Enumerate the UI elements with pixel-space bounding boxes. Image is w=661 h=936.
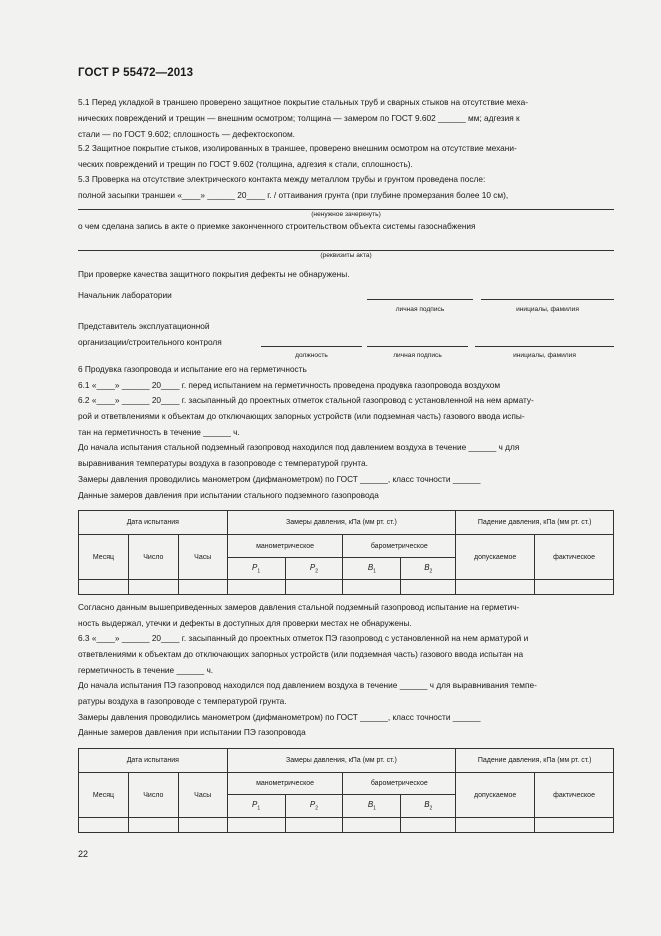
name-line <box>481 299 614 300</box>
table-row <box>79 580 614 595</box>
text-line: рой и ответвлениями к объектам до отключающих запорных устройств (или подземная часть) газового ввода испы- <box>78 411 525 421</box>
p2-header: $P_2$ <box>285 558 343 580</box>
name-line <box>475 346 614 347</box>
representative-label <box>78 318 222 350</box>
caption-strike: (ненужное зачеркнуть) <box>311 211 381 218</box>
post-line <box>261 346 362 347</box>
p1-header: $P_1$ <box>227 795 285 818</box>
caption-signature: личная подпись <box>395 306 445 313</box>
paragraph-6-2 <box>78 392 618 440</box>
actual-header: фактическое <box>535 773 614 818</box>
text-line: ответвлениями к объектам до отключающих запорных устройств (или подземная часть) газового ввода испытан на <box>78 649 524 659</box>
pe-table-title: Данные замеров давления при испытании ПЭ газопровода <box>78 727 306 737</box>
text-line: 5.1 Перед укладкой в траншею проверено защитное покрытие стальных труб и сварных стыков на отсутствие меха- <box>78 97 528 107</box>
pe-pre-text <box>78 677 618 709</box>
act-note: о чем сделана запись в акте о приемке законченного строительством объекта системы газоснабжения <box>78 221 476 231</box>
hours-header: Часы <box>178 773 227 818</box>
steel-pre-text <box>78 439 618 471</box>
p1-header: $P_1$ <box>227 558 285 580</box>
p2-header: $P_2$ <box>285 795 343 818</box>
text-line: выравнивания температуры воздуха в газопроводе с температурой грунта. <box>78 458 368 468</box>
lab-head-label: Начальник лаборатории <box>78 290 172 300</box>
drop-group-header: Падение давления, кПа (мм рт. ст.) <box>456 749 614 773</box>
text-line: 6.3 «____» ______ 20____ г. засыпанный до проектных отметок ПЭ газопровод с установленной на нем арматурой и <box>78 633 529 643</box>
document-header: ГОСТ Р 55472—2013 <box>78 67 194 79</box>
text-line: нических повреждений и трещин — внешним осмотром; толщина — замером по ГОСТ 9.602 ______ мм; адгезия к <box>78 113 520 123</box>
paragraph-6-1: 6.1 «____» ______ 20____ г. перед испытанием на герметичность проведена продувка газопровода воздухом <box>78 380 501 390</box>
fill-line <box>78 209 614 210</box>
section-6-heading: 6 Продувка газопровода и испытание его на герметичность <box>78 364 307 374</box>
barometric-header: барометрическое <box>343 773 456 795</box>
b1-header: $B_1$ <box>343 558 401 580</box>
paragraph-5-1 <box>78 94 618 142</box>
b1-header: $B_1$ <box>343 795 401 818</box>
text-line: ческих повреждений и трещин по ГОСТ 9.602 (толщина, адгезия к стали, сплошность). <box>78 159 413 169</box>
steel-table-title: Данные замеров давления при испытании стального подземного газопровода <box>78 490 379 500</box>
caption-name: инициалы, фамилия <box>513 352 576 359</box>
caption-post: должность <box>295 352 328 359</box>
caption-act: (реквизиты акта) <box>320 252 372 259</box>
signature-line <box>367 346 468 347</box>
text-line: полной засыпки траншеи «____» ______ 20____ г. / оттаивания грунта (при глубине промерзания более 10 см), <box>78 190 509 200</box>
pe-gauge-text: Замеры давления проводились манометром (дифманометром) по ГОСТ ______, класс точности ______ <box>78 712 481 722</box>
manometric-header: манометрическое <box>227 773 343 795</box>
barometric-header: барометрическое <box>343 535 456 558</box>
text-line: стали — по ГОСТ 9.602; сплошность — дефектоскопом. <box>78 129 295 139</box>
paragraph-6-3 <box>78 630 618 678</box>
text-line: Согласно данным вышеприведенных замеров давления стальной подземный газопровод испытание на герметич- <box>78 602 520 612</box>
date-group-header: Дата испытания <box>79 511 228 535</box>
month-header: Месяц <box>79 535 129 580</box>
text-line: 5.3 Проверка на отсутствие электрического контакта между металлом трубы и грунтом проведена после: <box>78 174 486 184</box>
pe-pressure-table <box>78 748 614 833</box>
text-line: ность выдержал, утечки и дефекты в доступных для проверки местах не обнаружены. <box>78 618 412 628</box>
steel-result-text <box>78 599 618 631</box>
no-defects-text: При проверке качества защитного покрытия дефекты не обнаружены. <box>78 269 350 279</box>
month-header: Месяц <box>79 773 129 818</box>
text-line: Представитель эксплуатационной <box>78 321 210 331</box>
b2-header: $B_2$ <box>401 558 456 580</box>
day-header: Число <box>128 535 178 580</box>
text-line: До начала испытания стальной подземный газопровод находился под давлением воздуха в течение ______ ч для <box>78 442 520 452</box>
paragraph-5-3 <box>78 171 618 203</box>
day-header: Число <box>128 773 178 818</box>
date-group-header: Дата испытания <box>79 749 228 773</box>
allowed-header: допускаемое <box>456 773 535 818</box>
text-line: тан на герметичность в течение ______ ч. <box>78 427 240 437</box>
steel-gauge-text: Замеры давления проводились манометром (дифманометром) по ГОСТ ______, класс точности ______ <box>78 474 481 484</box>
pressure-group-header: Замеры давления, кПа (мм рт. ст.) <box>227 511 456 535</box>
b2-header: $B_2$ <box>401 795 456 818</box>
hours-header: Часы <box>178 535 227 580</box>
text-line: 6.2 «____» ______ 20____ г. засыпанный до проектных отметок стальной газопровод с установленной на нем армату- <box>78 395 534 405</box>
text-line: До начала испытания ПЭ газопровод находился под давлением воздуха в течение ______ ч для выравнивания темпе- <box>78 680 537 690</box>
table-row <box>79 818 614 833</box>
drop-group-header: Падение давления, кПа (мм рт. ст.) <box>456 511 614 535</box>
text-line: 5.2 Защитное покрытие стыков, изолированных в траншее, проверено внешним осмотром на отсутствие механи- <box>78 143 517 153</box>
text-line: ратуры воздуха в газопроводе с температурой грунта. <box>78 696 287 706</box>
allowed-header: допускаемое <box>456 535 535 580</box>
text-line: герметичность в течение ______ ч. <box>78 665 214 675</box>
signature-line <box>367 299 473 300</box>
pressure-group-header: Замеры давления, кПа (мм рт. ст.) <box>227 749 456 773</box>
page-number: 22 <box>78 849 89 859</box>
steel-pressure-table <box>78 510 614 595</box>
caption-signature: личная подпись <box>393 352 442 359</box>
fill-line <box>78 250 614 251</box>
paragraph-5-2 <box>78 140 618 172</box>
text-line: организации/строительного контроля <box>78 337 222 347</box>
caption-name: инициалы, фамилия <box>516 306 579 313</box>
actual-header: фактическое <box>535 535 614 580</box>
manometric-header: манометрическое <box>227 535 343 558</box>
